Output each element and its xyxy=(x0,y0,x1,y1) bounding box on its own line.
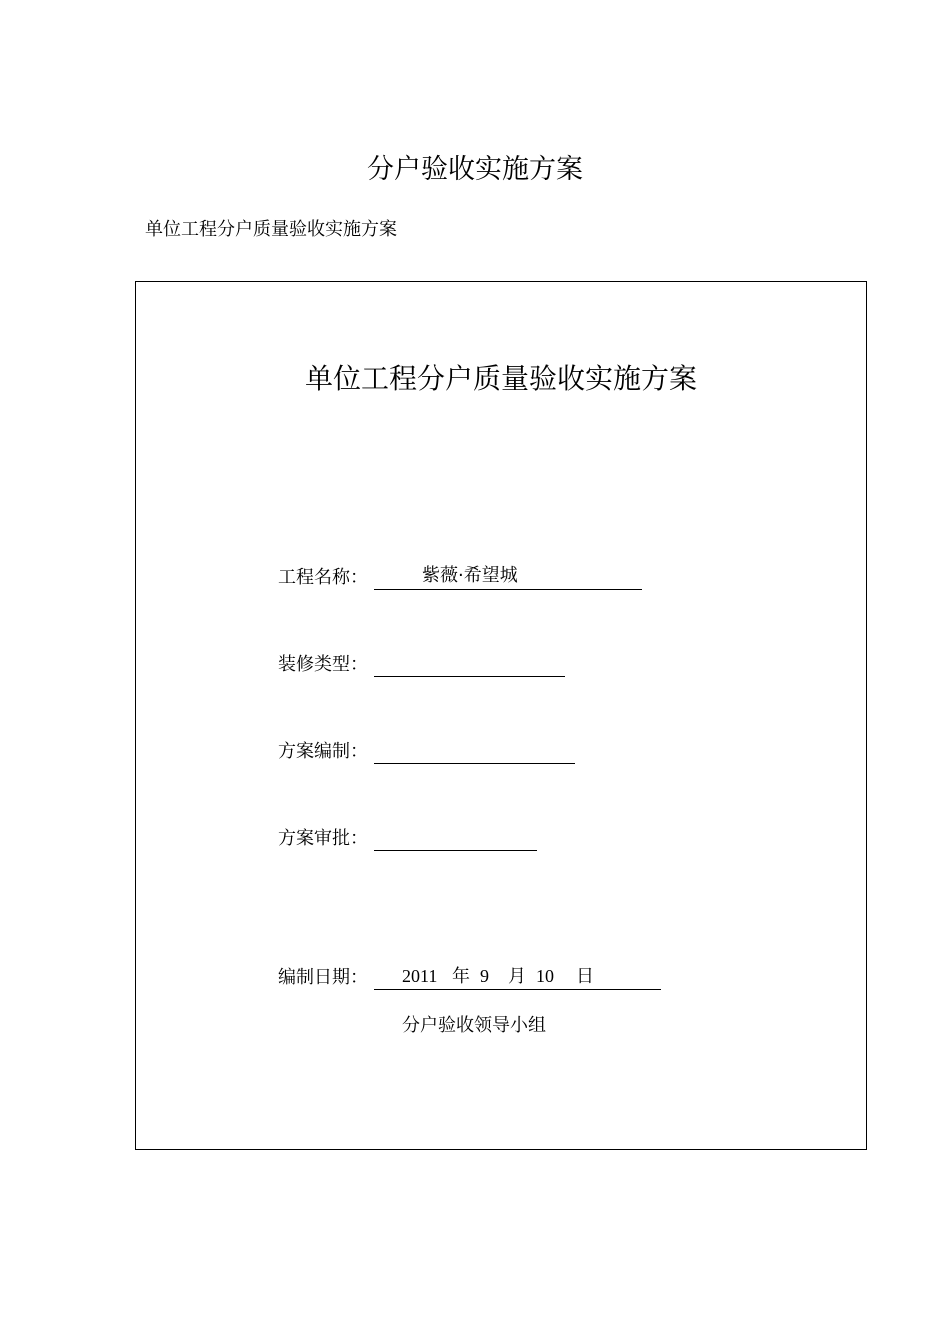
date-year: 2011 xyxy=(402,966,438,986)
date-month: 9 xyxy=(480,966,489,986)
decoration-type-label: 装修类型： xyxy=(278,654,368,675)
date-month-unit: 月 xyxy=(508,966,526,986)
plan-author-field xyxy=(374,738,575,764)
date-day: 10 xyxy=(536,966,554,986)
date-year-unit: 年 xyxy=(452,966,470,986)
project-name-field xyxy=(374,564,642,590)
decoration-type-field xyxy=(374,651,565,677)
compile-date-field xyxy=(374,964,661,990)
document-subtitle: 单位工程分户质量验收实施方案 xyxy=(145,219,397,240)
plan-approval-field xyxy=(374,825,537,851)
project-name-value: 紫薇·希望城 xyxy=(422,565,518,586)
plan-approval-label: 方案审批： xyxy=(278,828,368,849)
organization-name: 分户验收领导小组 xyxy=(402,1015,546,1036)
cover-title: 单位工程分户质量验收实施方案 xyxy=(304,362,697,395)
project-name-label: 工程名称： xyxy=(278,567,368,588)
date-day-unit: 日 xyxy=(576,966,594,986)
page-title: 分户验收实施方案 xyxy=(367,154,583,185)
compile-date-label: 编制日期： xyxy=(278,967,368,988)
plan-author-label: 方案编制： xyxy=(278,741,368,762)
